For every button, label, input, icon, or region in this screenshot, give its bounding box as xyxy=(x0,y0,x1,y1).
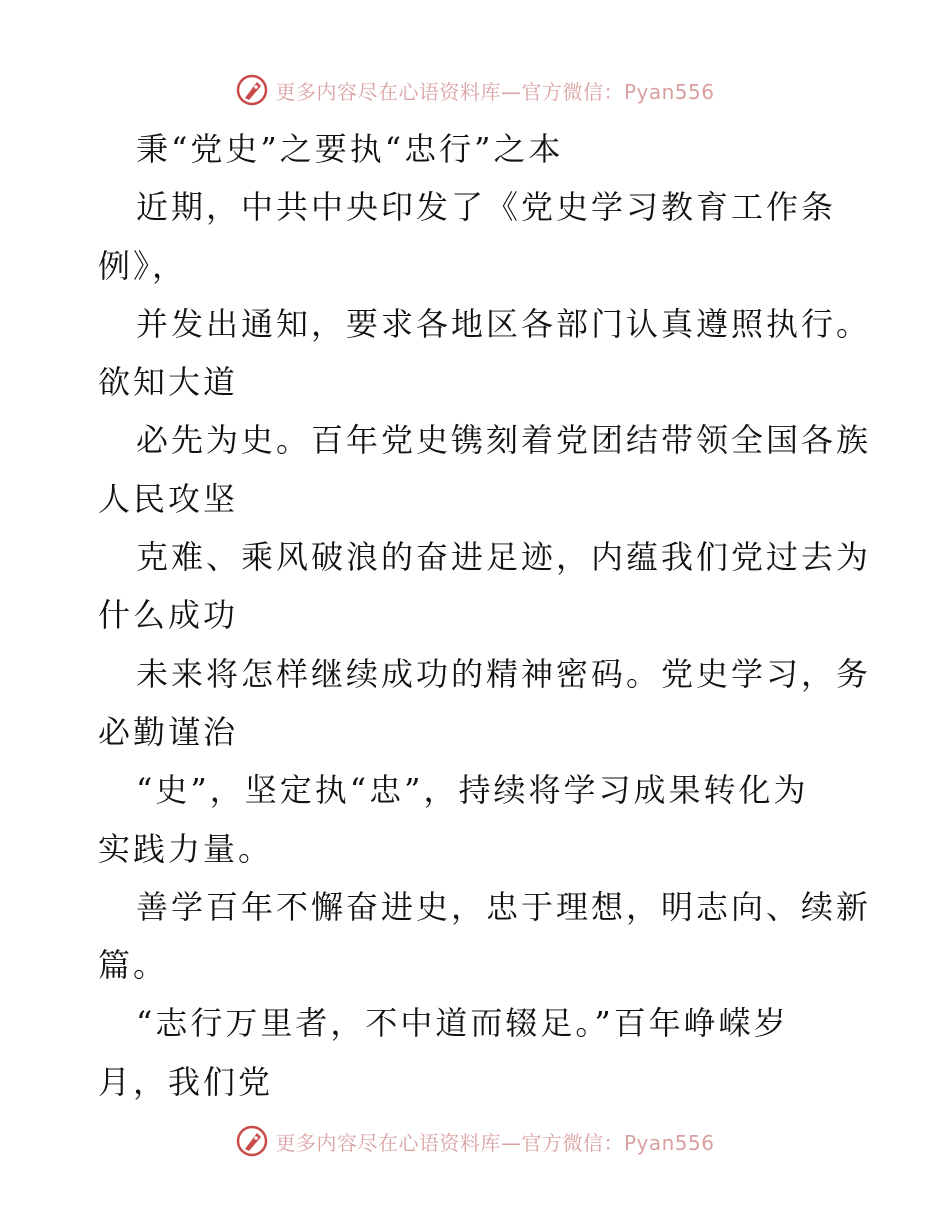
footer-banner-text: 更多内容尽在心语资料库—官方微信：Pyan556 xyxy=(275,1130,715,1155)
paragraph-line: 近期，中共中央印发了《党史学习教育工作条 xyxy=(136,188,837,227)
paragraph-line: 未来将怎样继续成功的精神密码。党史学习，务 xyxy=(136,654,872,693)
paragraph-line: 人民攻坚 xyxy=(98,479,239,518)
paragraph-line: 篇。 xyxy=(98,946,169,985)
paragraph-line: 善学百年不懈奋进史，忠于理想，明志向、续新 xyxy=(136,887,872,926)
paragraph-line: 欲知大道 xyxy=(98,363,239,402)
document-title: 秉“党史”之要执“忠行”之本 xyxy=(136,130,564,168)
paragraph-line: 必先为史。百年党史镌刻着党团结带领全国各族 xyxy=(136,421,872,460)
paragraph-line: 月，我们党 xyxy=(98,1062,274,1101)
paragraph-line: 例》， xyxy=(98,246,188,285)
paragraph-line: 必勤谨治 xyxy=(98,712,239,751)
header-banner-text: 更多内容尽在心语资料库—官方微信：Pyan556 xyxy=(275,79,715,104)
paragraph-line: 实践力量。 xyxy=(98,829,274,868)
paragraph-line: “志行万里者，不中道而辍足。”百年峥嵘岁 xyxy=(136,1004,789,1043)
paragraph-line: “史”，坚定执“忠”，持续将学习成果转化为 xyxy=(136,771,809,810)
paragraph-line: 并发出通知，要求各地区各部门认真遵照执行。 xyxy=(136,304,872,343)
paragraph-line: 什么成功 xyxy=(98,596,239,635)
header-banner xyxy=(0,70,950,110)
footer-banner xyxy=(0,1121,950,1161)
pen-nib-icon xyxy=(235,1124,269,1158)
document-body xyxy=(98,120,878,1111)
pen-nib-icon xyxy=(235,73,269,107)
paragraph-line: 克难、乘风破浪的奋进足迹，内蕴我们党过去为 xyxy=(136,538,872,577)
